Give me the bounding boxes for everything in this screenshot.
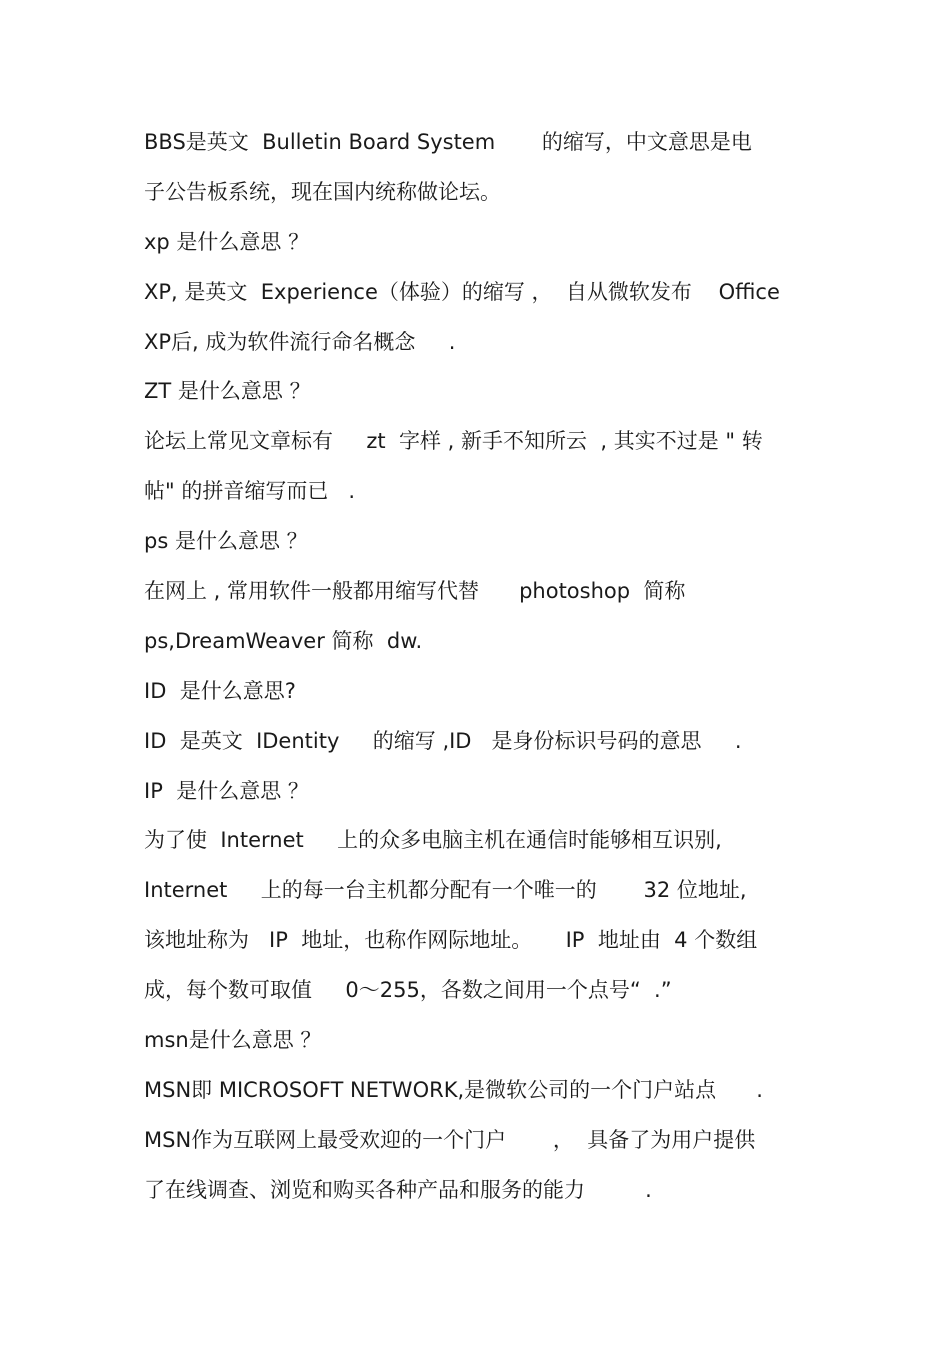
text-line: BBS是英文 Bulletin Board System 的缩写，中文意思是电 <box>144 130 752 154</box>
document-body <box>144 122 824 1220</box>
question-heading: ZT 是什么意思 ？ <box>144 379 311 404</box>
text-line: XP, 是英文 Experience（体验）的缩写 ， 自从微软发布 Office <box>144 279 780 304</box>
question-heading: ID 是什么意思? <box>144 678 296 703</box>
text-line: 帖" 的拼音缩写而已 . <box>144 479 356 504</box>
question-heading: IP 是什么意思 ？ <box>144 778 309 803</box>
text-line: 该地址称为 IP 地址，也称作网际地址。 IP 地址由 4 个数组 <box>144 928 758 953</box>
question-heading: xp 是什么意思 ？ <box>144 229 310 254</box>
text-line: 了在线调查、浏览和购买各种产品和服务的能力 . <box>144 1177 652 1202</box>
text-line: Internet 上的每一台主机都分配有一个唯一的 32 位地址, <box>144 878 747 903</box>
text-line: 成，每个数可取值 0～255，各数之间用一个点号“ .” <box>144 978 672 1003</box>
question-heading: ps 是什么意思 ？ <box>144 529 308 554</box>
text-line: MSN即 MICROSOFT NETWORK,是微软公司的一个门户站点 . <box>144 1077 763 1102</box>
text-line: ps,DreamWeaver 简称 dw. <box>144 628 423 653</box>
text-line: 为了使 Internet 上的众多电脑主机在通信时能够相互识别, <box>144 828 722 853</box>
text-line: XP后, 成为软件流行命名概念 . <box>144 329 456 354</box>
text-line: 论坛上常见文章标有 zt 字样 , 新手不知所云 , 其实不过是 " 转 <box>144 429 763 454</box>
text-line: 子公告板系统，现在国内统称做论坛。 <box>144 179 501 204</box>
text-line: ID 是英文 IDentity 的缩写 ,ID 是身份标识号码的意思 . <box>144 728 742 753</box>
text-line: MSN作为互联网上最受欢迎的一个门户 ， 具备了为用户提供 <box>144 1127 756 1152</box>
text-line: 在网上 , 常用软件一般都用缩写代替 photoshop 简称 <box>144 579 686 604</box>
question-heading: msn是什么意思 ？ <box>144 1028 322 1053</box>
